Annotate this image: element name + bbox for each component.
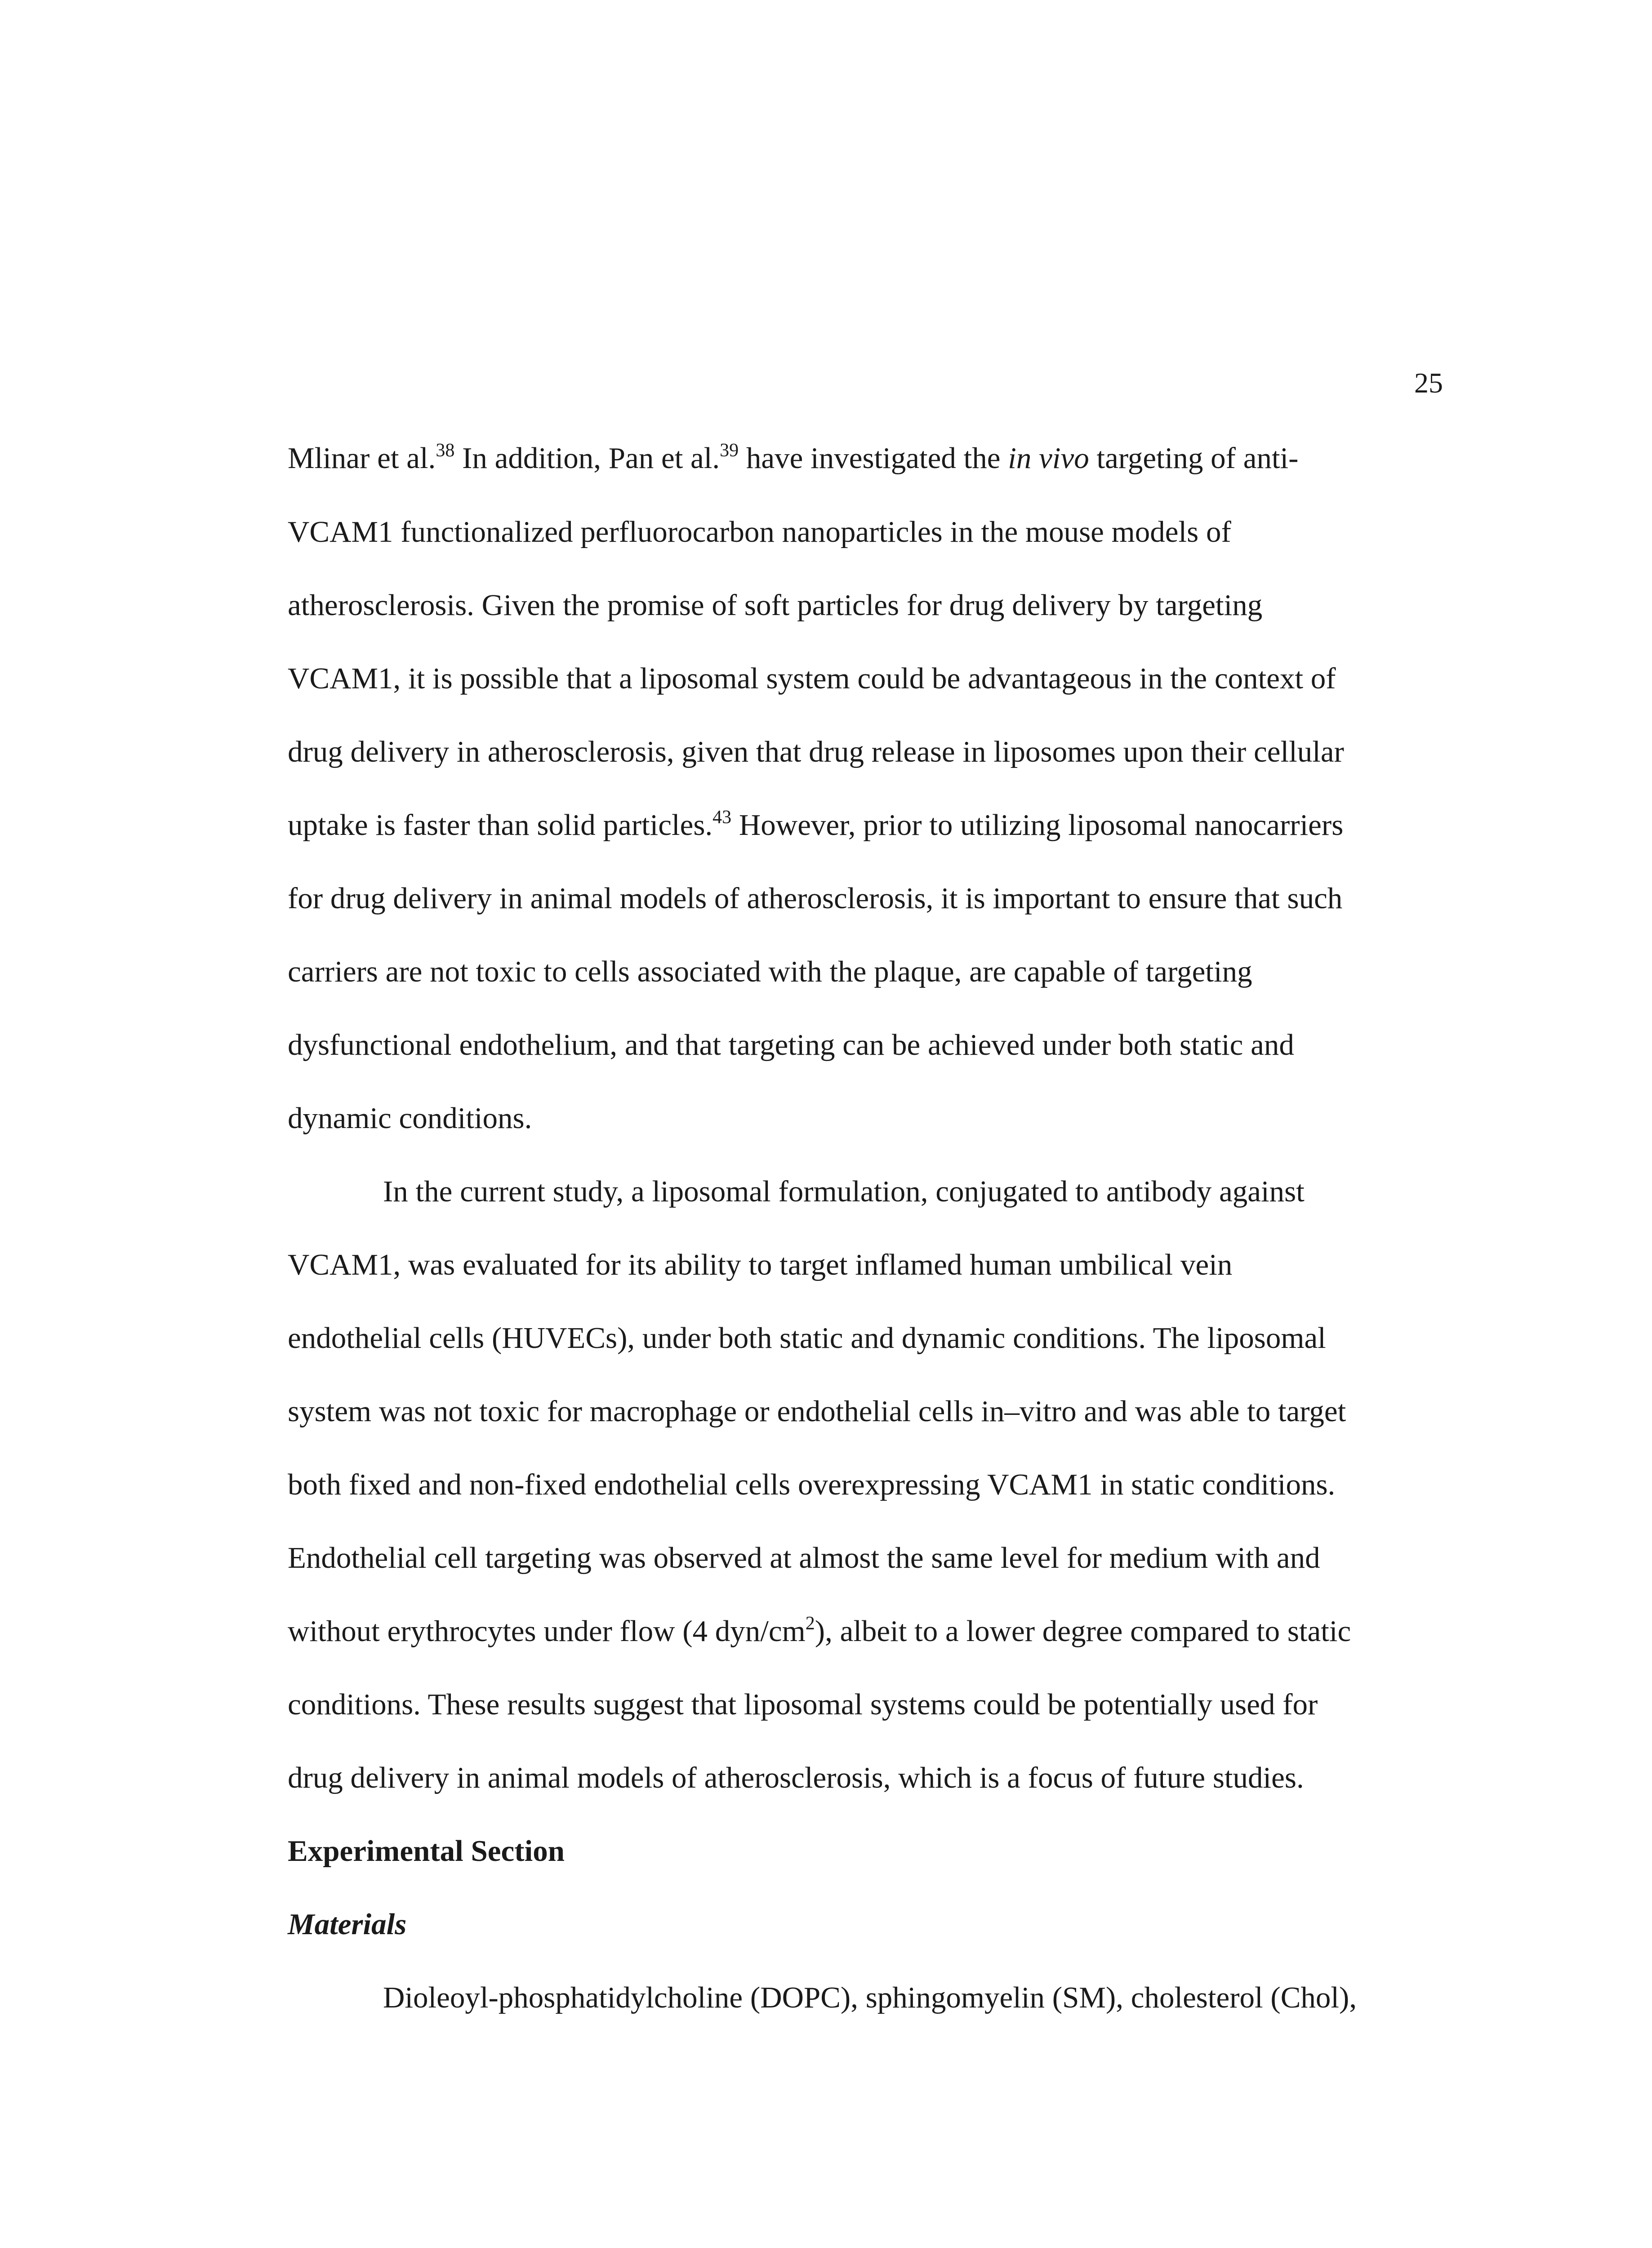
section-heading: Experimental Section <box>288 1834 565 1868</box>
text-line: Endothelial cell targeting was observed at almost the same level for medium with and <box>288 1541 1320 1574</box>
text-line: VCAM1 functionalized perfluorocarbon nanoparticles in the mouse models of <box>288 515 1231 549</box>
page-number: 25 <box>1414 367 1443 399</box>
text-line: drug delivery in animal models of atherosclerosis, which is a focus of future studies. <box>288 1761 1304 1794</box>
subsection-heading: Materials <box>288 1908 407 1941</box>
text-line: atherosclerosis. Given the promise of soft particles for drug delivery by targeting <box>288 589 1263 622</box>
text-line: both fixed and non-fixed endothelial cells overexpressing VCAM1 in static conditions. <box>288 1468 1336 1501</box>
text-line: uptake is faster than solid particles.$^{43}$ However, prior to utilizing liposomal nanocarriers <box>288 807 1344 842</box>
text-line: system was not toxic for macrophage or endothelial cells in–vitro and was able to target <box>288 1395 1346 1428</box>
citation: 43 <box>712 807 732 828</box>
text-line: for drug delivery in animal models of atherosclerosis, it is important to ensure that such <box>288 882 1343 915</box>
text-line: dynamic conditions. <box>288 1102 532 1135</box>
text-line: carriers are not toxic to cells associated with the plaque, are capable of targeting <box>288 955 1252 988</box>
text-line: drug delivery in atherosclerosis, given that drug release in liposomes upon their cellular <box>288 735 1344 768</box>
text-line: endothelial cells (HUVECs), under both static and dynamic conditions. The liposomal <box>288 1321 1326 1355</box>
text-line: without erythrocytes under flow (4 dyn/$cm^2$), albeit to a lower degree compared to static <box>288 1613 1351 1648</box>
text-line: Dioleoyl-phosphatidylcholine (DOPC), sphingomyelin (SM), cholesterol (Chol), <box>383 1981 1357 2014</box>
citation: 39 <box>720 440 739 461</box>
text-line: dysfunctional endothelium, and that targeting can be achieved under both static and <box>288 1028 1294 1062</box>
superscript: 2 <box>805 1613 815 1634</box>
text-line: VCAM1, was evaluated for its ability to target inflamed human umbilical vein <box>288 1248 1233 1281</box>
text-line: conditions. These results suggest that liposomal systems could be potentially used for <box>288 1688 1318 1721</box>
text-line: In the current study, a liposomal formulation, conjugated to antibody against <box>383 1175 1305 1208</box>
text-line: VCAM1, it is possible that a liposomal system could be advantageous in the context of <box>288 662 1336 695</box>
text-line: Mlinar et al.$^{38}$ In addition, Pan et al.$^{39}$ have investigated the in vivo targeting of anti- <box>288 440 1299 475</box>
citation: 38 <box>436 440 455 461</box>
